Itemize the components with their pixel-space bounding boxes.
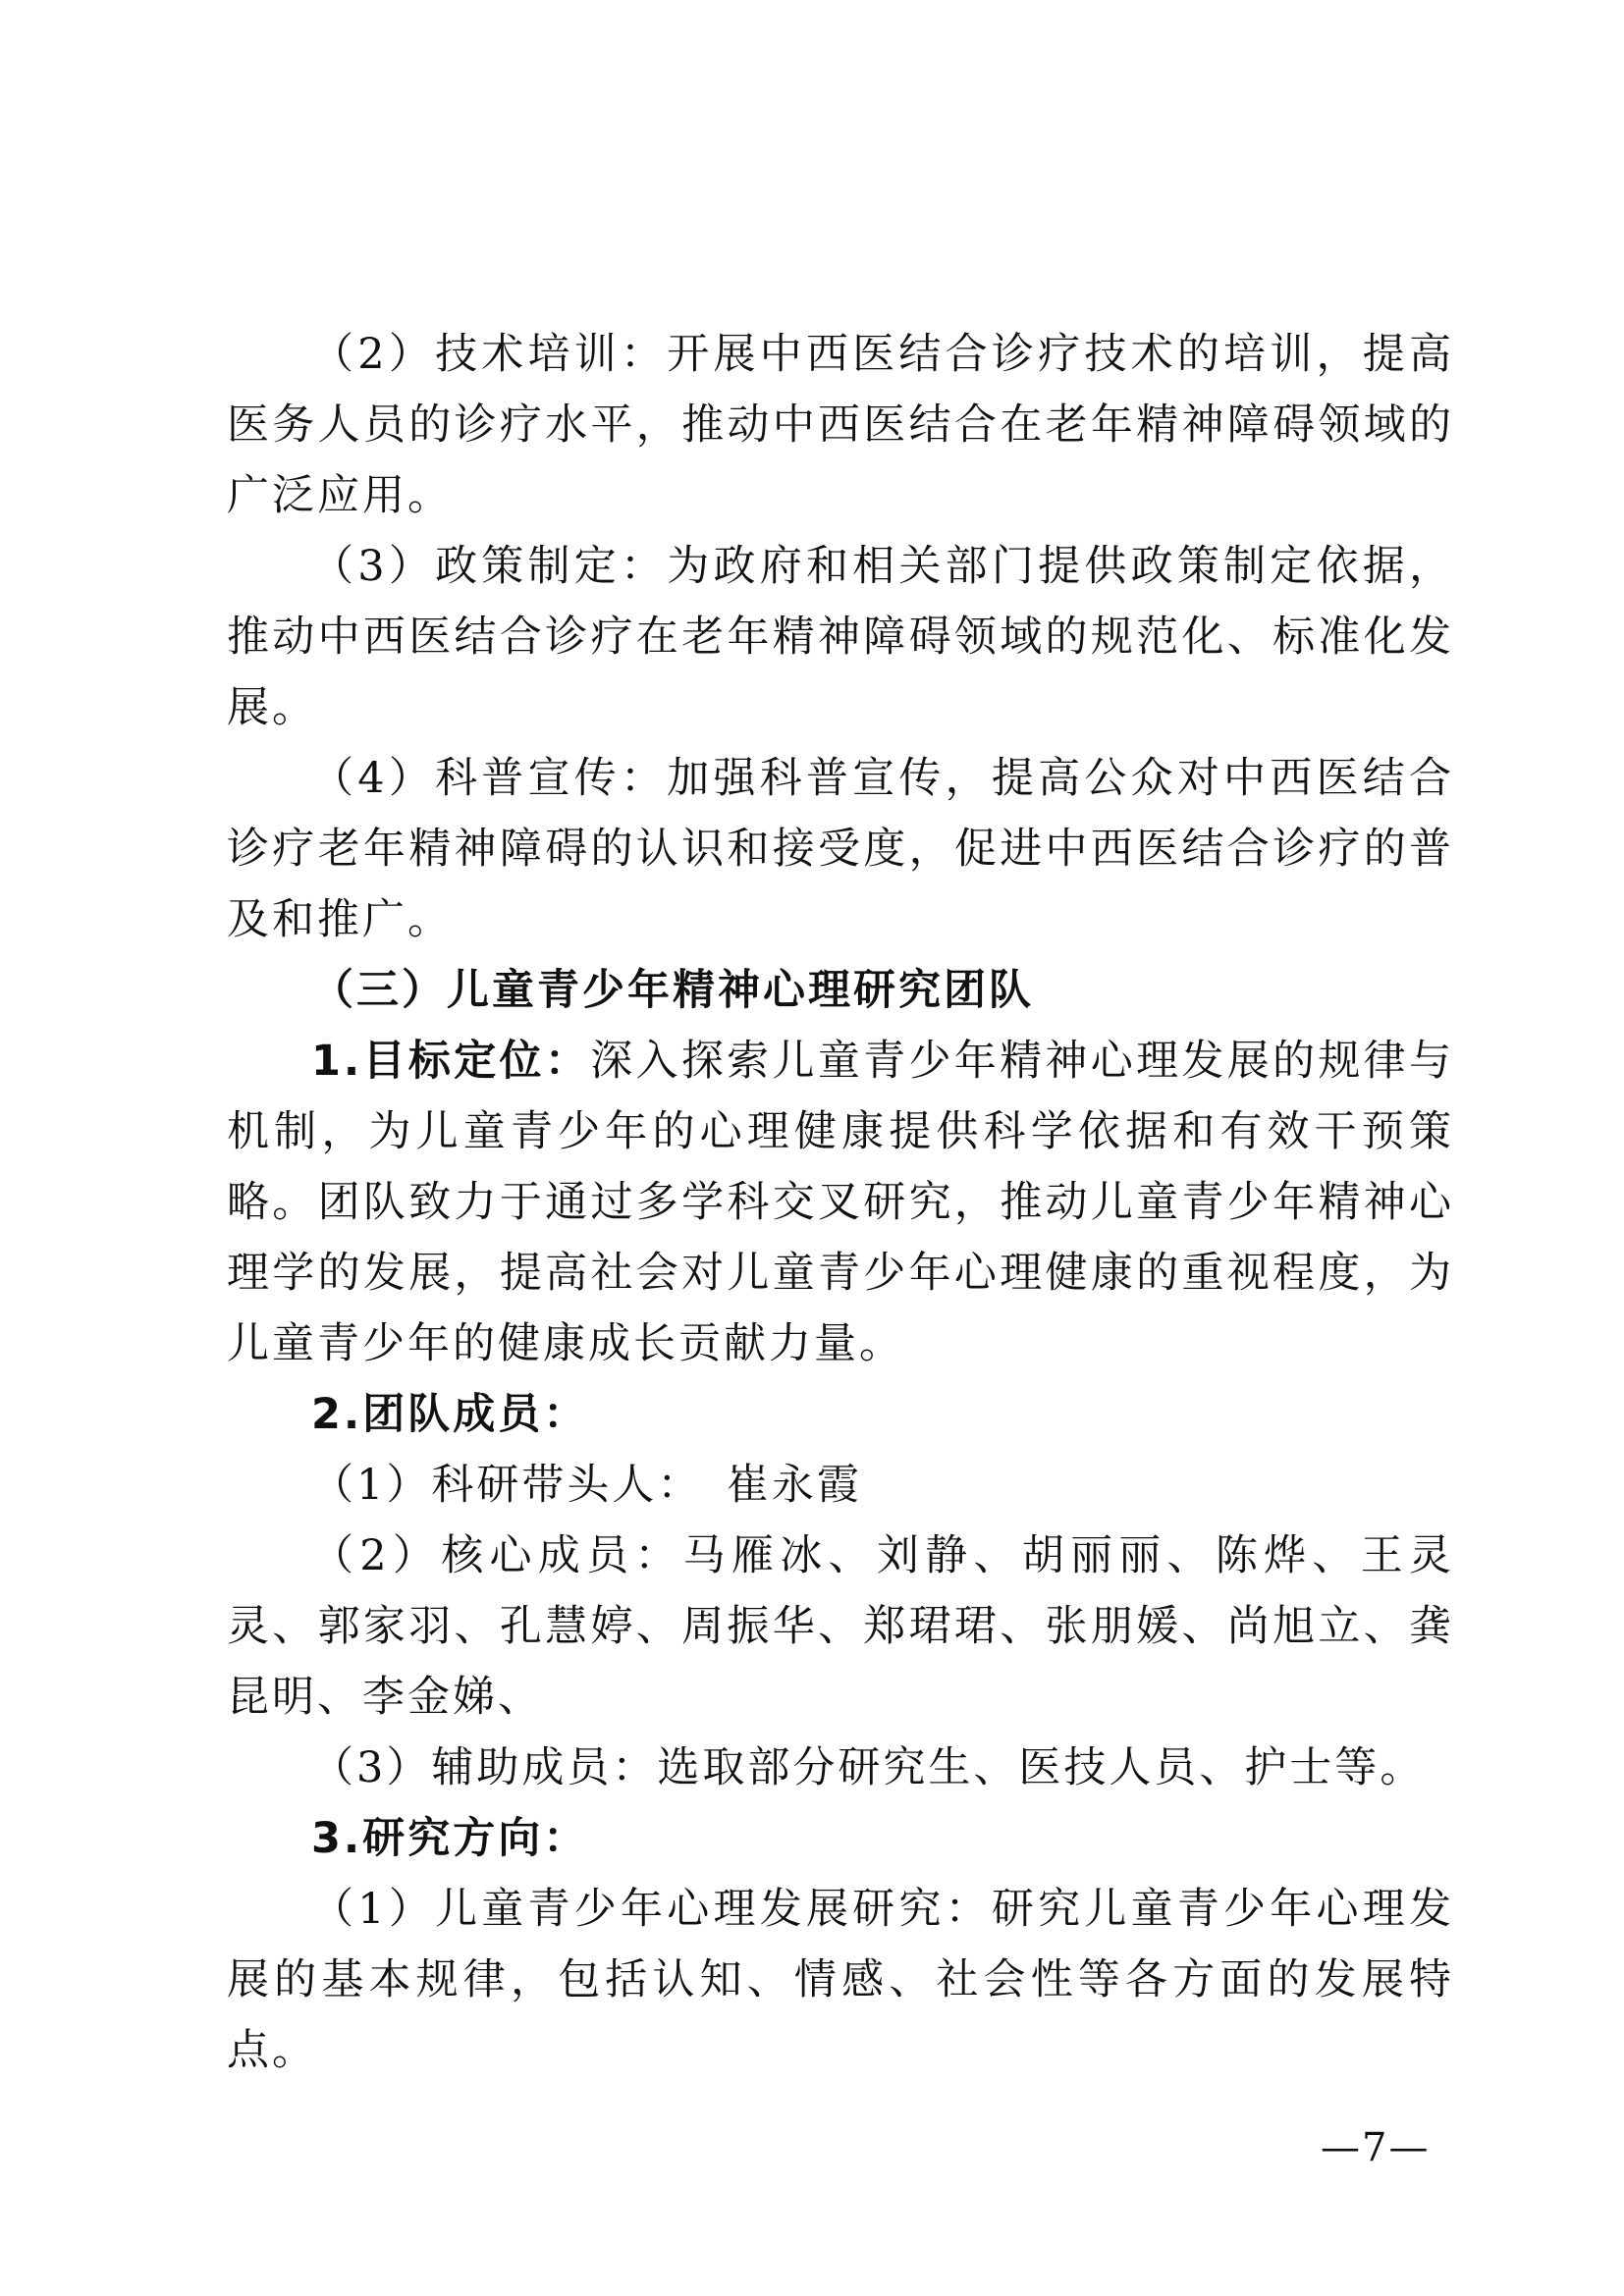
- direction-item-development: （1）儿童青少年心理发展研究：研究儿童青少年心理发展的基本规律，包括认知、情感、社会性等各方面的发展特点。: [227, 1885, 1454, 2075]
- member-item-core: （2）核心成员：马雁冰、刘静、胡丽丽、陈烨、王灵灵、郭家羽、孔慧婷、周振华、郑珺珺、张朋媛、尚旭立、龚昆明、李金娣、: [227, 1531, 1454, 1722]
- members-heading: 2.团队成员：: [311, 1390, 589, 1439]
- page-body: [227, 319, 1454, 2086]
- goal-label: 1.目标定位：: [311, 1037, 591, 1086]
- goal-text: 深入探索儿童青少年精神心理发展的规律与机制，为儿童青少年的心理健康提供科学依据和有效干预策略。团队致力于通过多学科交叉研究，推动儿童青少年精神心理学的发展，提高社会对儿童青少年心理健康的重视程度，为儿童青少年的健康成长贡献力量。: [227, 1037, 1455, 1368]
- member-item-auxiliary: （3）辅助成员：选取部分研究生、医技人员、护士等。: [311, 1743, 1426, 1792]
- paragraph-policy-making: （3）政策制定：为政府和相关部门提供政策制定依据，推动中西医结合诊疗在老年精神障碍领域的规范化、标准化发展。: [227, 542, 1454, 732]
- paragraph-goal: [227, 1026, 1454, 1379]
- paragraph-science-popularization: （4）科普宣传：加强科普宣传，提高公众对中西医结合诊疗老年精神障碍的认识和接受度，促进中西医结合诊疗的普及和推广。: [227, 754, 1454, 944]
- page-number: —7—: [1321, 2125, 1431, 2170]
- paragraph-technical-training: （2）技术培训：开展中西医结合诊疗技术的培训，提高医务人员的诊疗水平，推动中西医结合在老年精神障碍领域的广泛应用。: [227, 330, 1454, 520]
- member-item-leader: （1）科研带头人： 崔永霞: [311, 1461, 862, 1510]
- section-heading: （三）儿童青少年精神心理研究团队: [311, 966, 1034, 1015]
- directions-heading: 3.研究方向：: [311, 1814, 589, 1863]
